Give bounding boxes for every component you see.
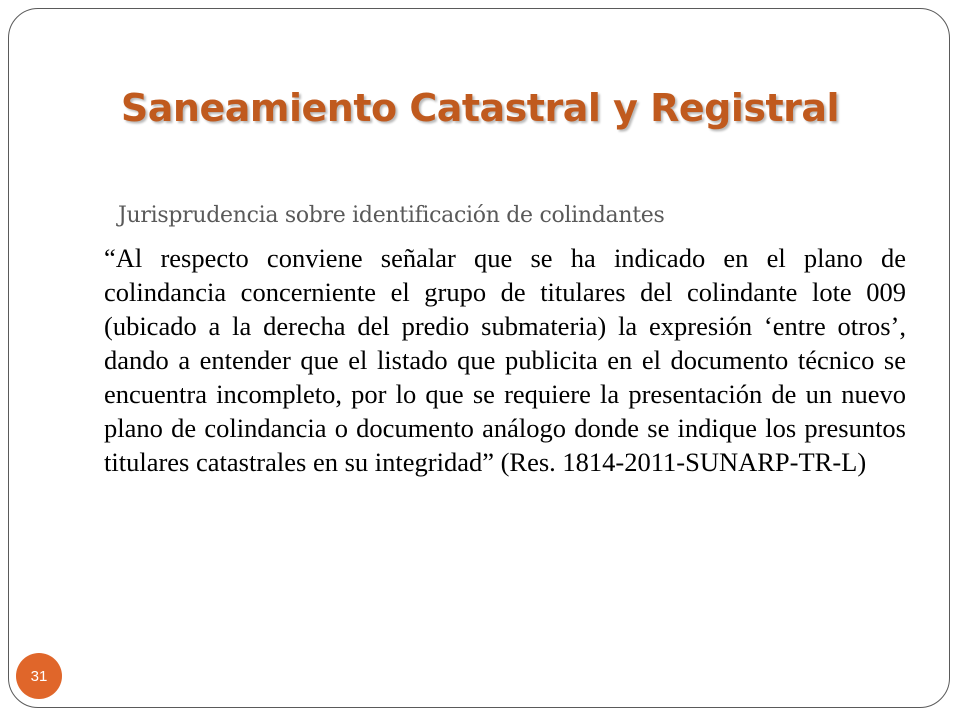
slide-title: Saneamiento Catastral y Registral — [120, 86, 840, 130]
page-number: 31 — [30, 667, 48, 685]
quote-paragraph: “Al respecto conviene señalar que se ha indicado en el plano de colindancia concerniente el grupo de titulares del colindante lote 009 (ubicado a la derecha del predio submateria) la expresión ‘entre otros’, dando a entender que el listado que publicita en el documento técnico se encuentra incompleto, por lo que se requiere la presentación de un nuevo plano de colindancia o documento análogo donde se indique los presuntos titulares catastrales en su integridad” (Res. 1814-2011-SUNARP-TR-L) — [104, 243, 906, 477]
slide-subtitle: Jurisprudencia sobre identificación de colindantes — [118, 203, 665, 228]
page-number-badge — [16, 653, 62, 699]
